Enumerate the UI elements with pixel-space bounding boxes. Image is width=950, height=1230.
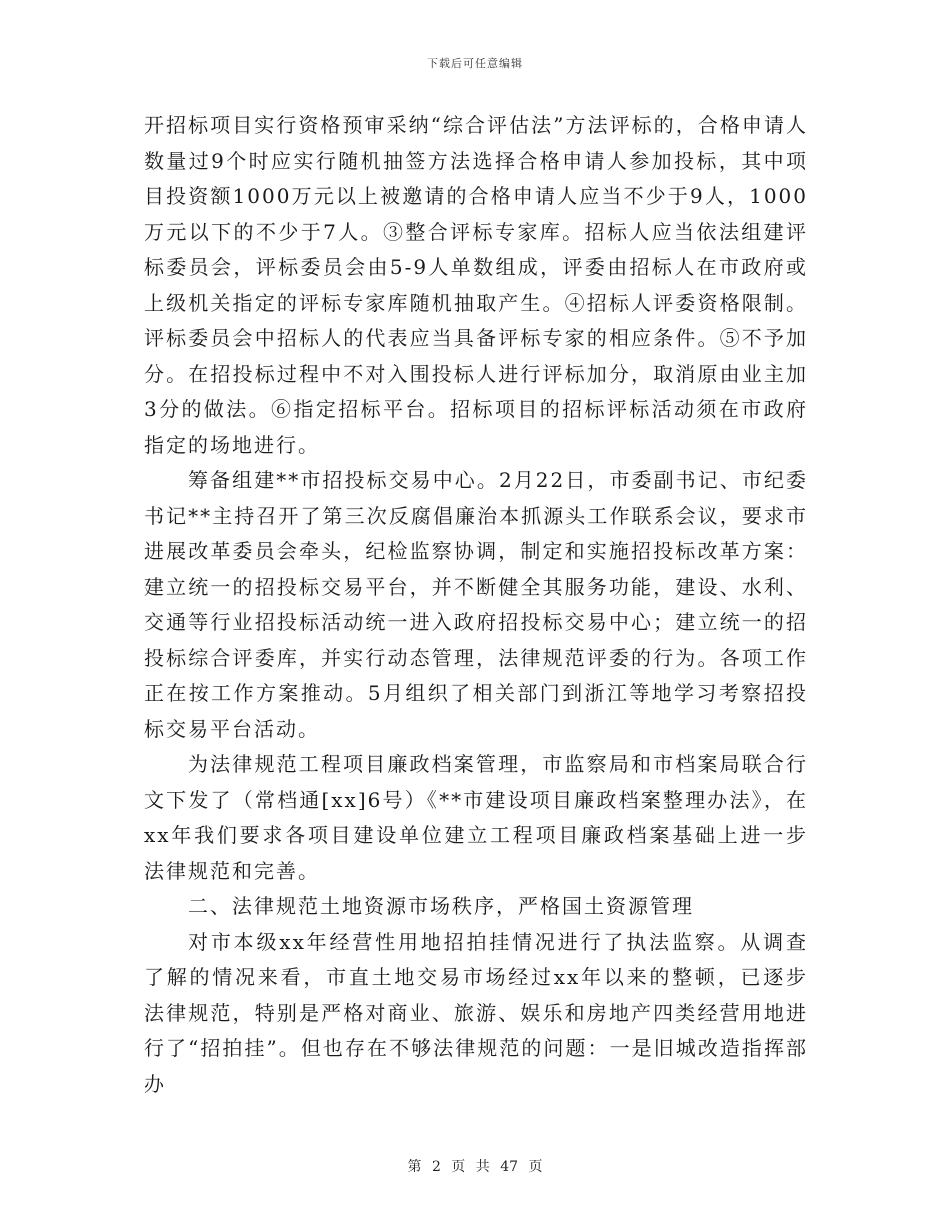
paragraph-1: 开招标项目实行资格预审采纳“综合评估法”方法评标的，合格申请人数量过9个时应实行随机抽签方法选择合格申请人参加投标，其中项目投资额1000万元以上被邀请的合格申请人应当不少于9人，1000万元以下的不少于7人。③整合评标专家库。招标人应当依法组建评标委员会，评标委员会由5-9人单数组成，评委由招标人在市政府或上级机关指定的评标专家库随机抽取产生。④招标人评委资格限制。评标委员会中招标人的代表应当具备评标专家的相应条件。⑤不予加分。在招投标过程中不对入围投标人进行评标加分，取消原由业主加3分的做法。⑥指定招标平台。招标项目的招标评标活动须在市政府指定的场地进行。 xyxy=(144,113,808,457)
page-header-note: 下载后可任意编辑 xyxy=(427,57,523,70)
paragraph-2: 筹备组建**市招投标交易中心。2月22日，市委副书记、市纪委书记**主持召开了第三次反腐倡廉治本抓源头工作联系会议，要求市进展改革委员会牵头，纪检监察协调，制定和实施招投标改革方案：建立统一的招投标交易平台，并不断健全其服务功能，建设、水利、交通等行业招投标活动统一进入政府招投标交易中心；建立统一的招投标综合评委库，并实行动态管理，法律规范评委的行为。各项工作正在按工作方案推动。5月组织了相关部门到浙江等地学习考察招投标交易平台活动。 xyxy=(144,468,808,741)
section-heading: 二、法律规范土地资源市场秩序，严格国土资源管理 xyxy=(188,894,694,918)
page-number: 第 2 页 共 47 页 xyxy=(407,1159,543,1175)
document-body xyxy=(144,108,808,1102)
paragraph-4: 对市本级xx年经营性用地招拍挂情况进行了执法监察。从调查了解的情况来看，市直土地交易市场经过xx年以来的整顿，已逐步法律规范，特别是严格对商业、旅游、娱乐和房地产四类经营用地进行了“招拍挂”。但也存在不够法律规范的问题：一是旧城改造指挥部办 xyxy=(144,929,808,1096)
paragraph-3: 为法律规范工程项目廉政档案管理，市监察局和市档案局联合行文下发了（常档通[xx]6号）《**市建设项目廉政档案整理办法》，在xx年我们要求各项目建设单位建立工程项目廉政档案基础上进一步法律规范和完善。 xyxy=(144,752,808,883)
